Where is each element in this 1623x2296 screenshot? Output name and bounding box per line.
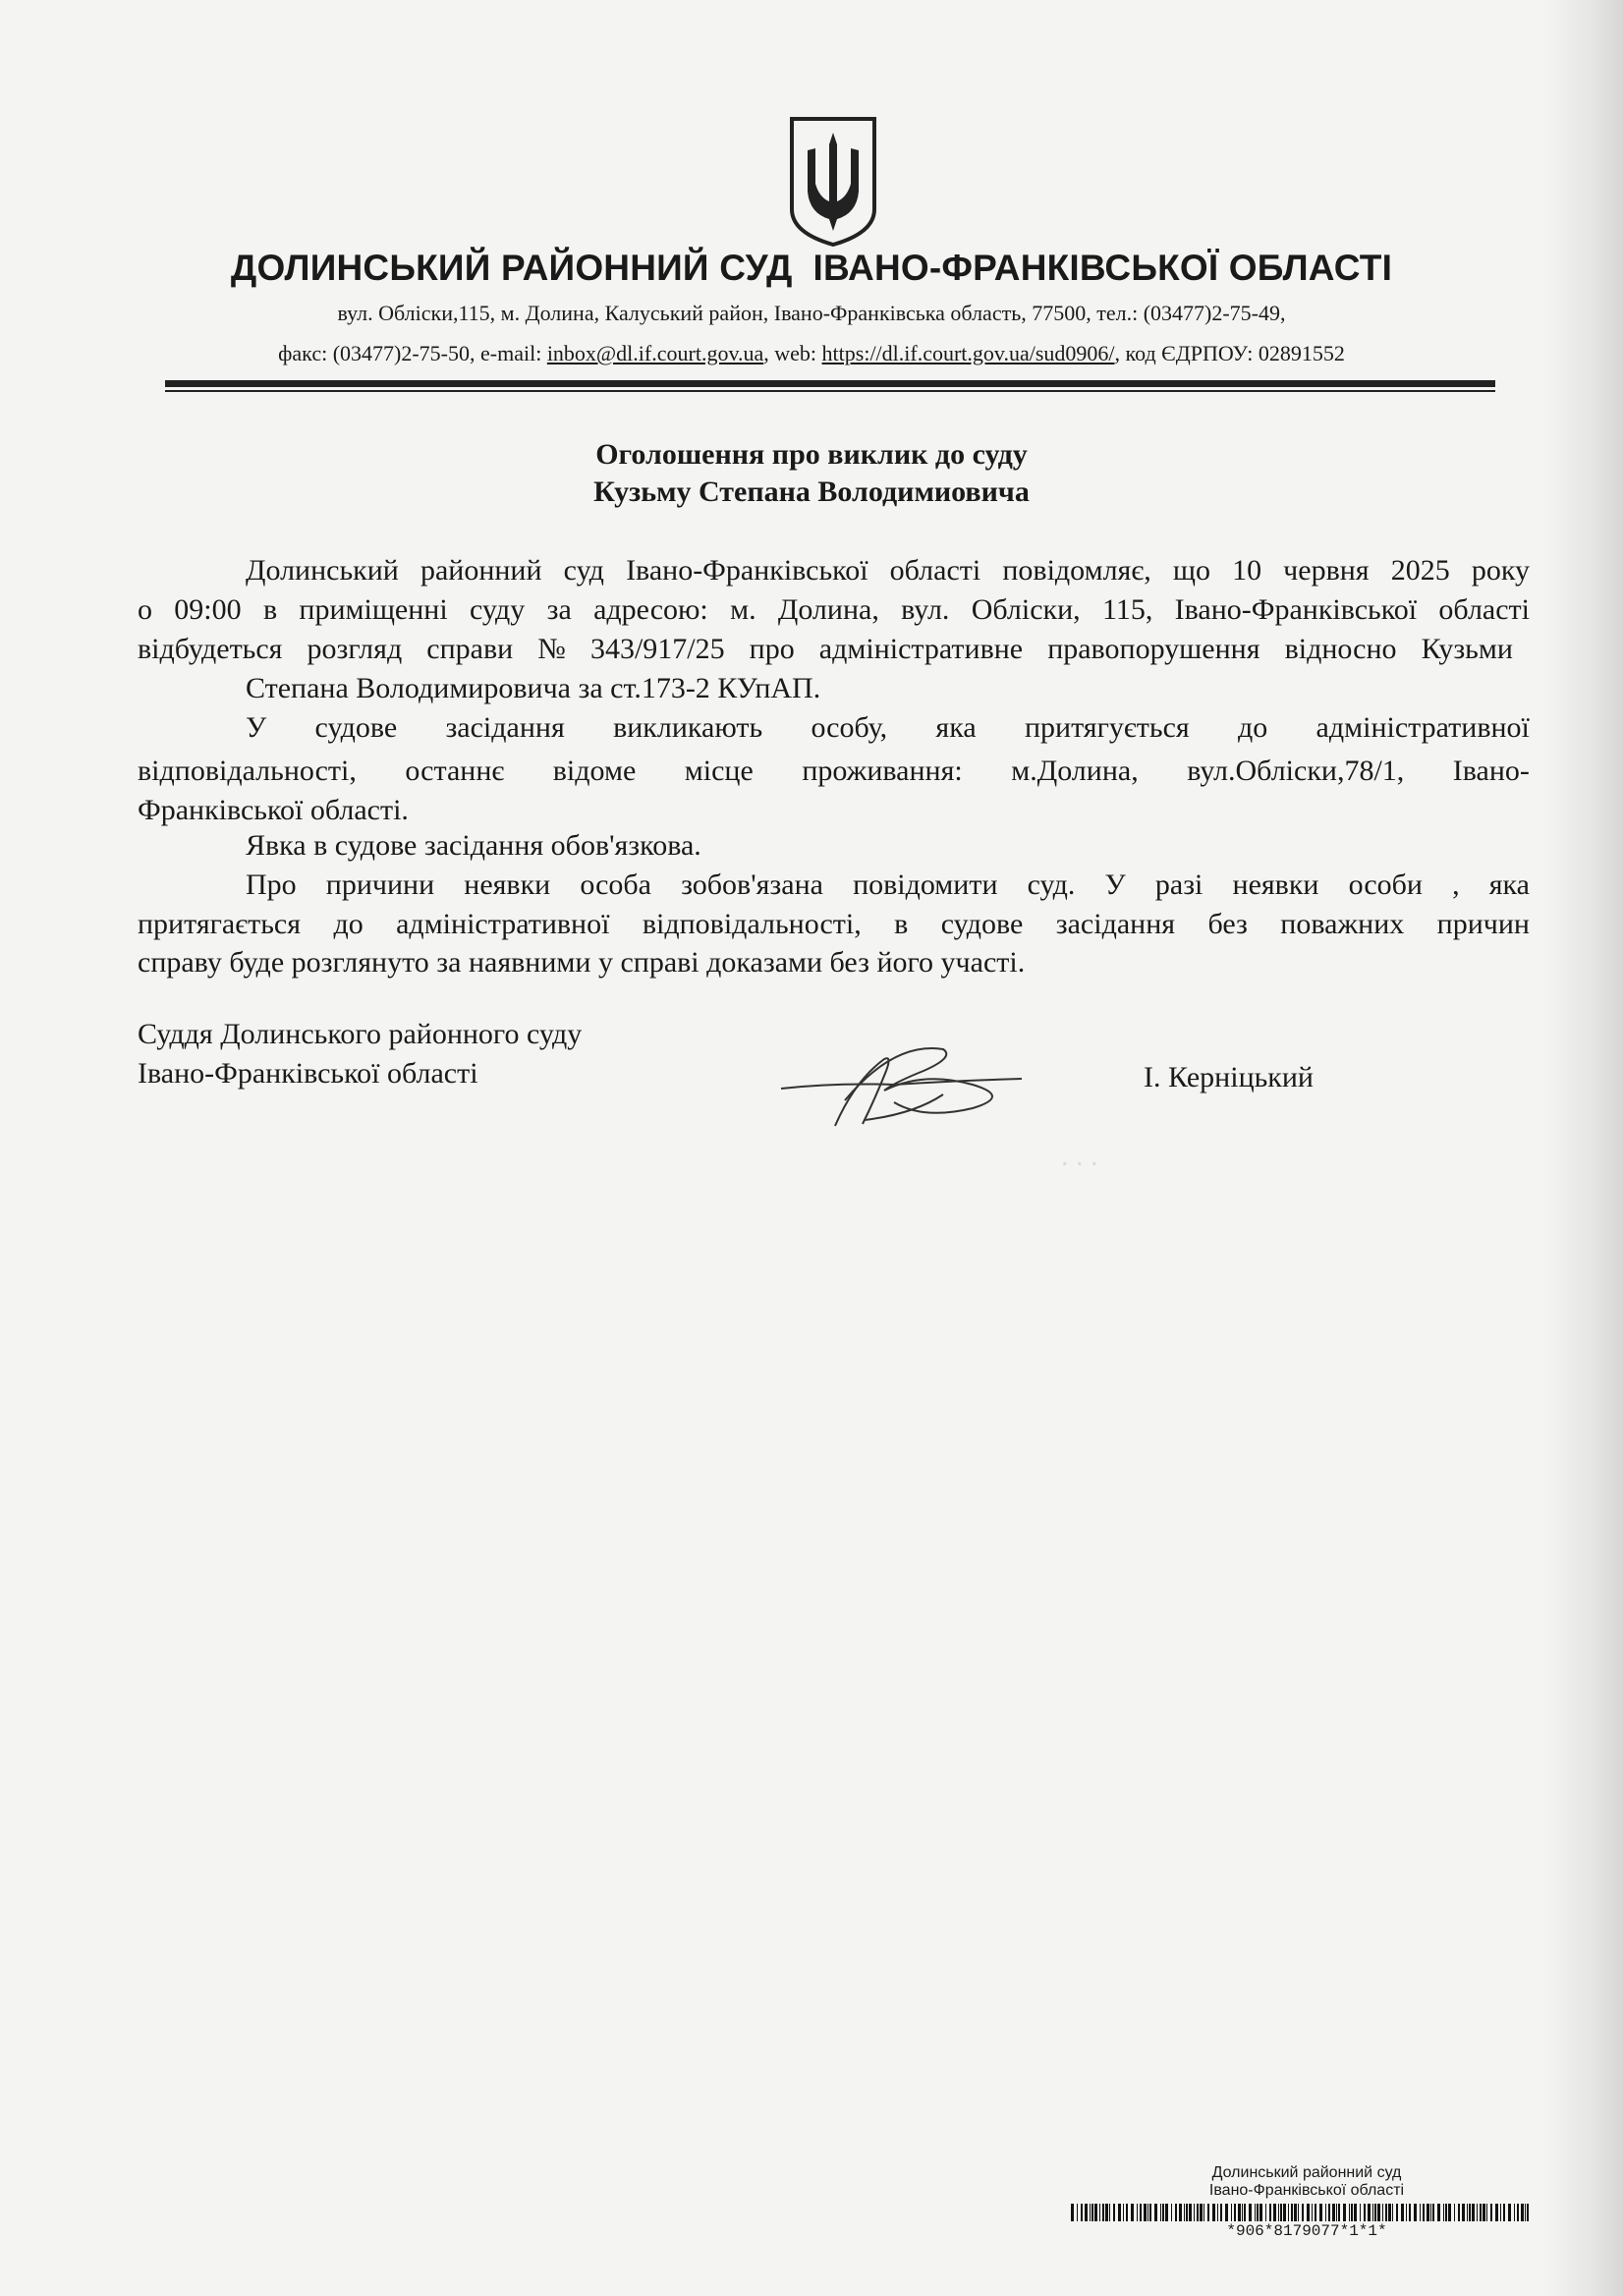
barcode-bar bbox=[1472, 2204, 1475, 2221]
barcode-bar bbox=[1364, 2204, 1366, 2221]
barcode-bar bbox=[1234, 2204, 1236, 2221]
barcode-bar bbox=[1298, 2204, 1299, 2221]
barcode-bar bbox=[1302, 2204, 1304, 2221]
word: засідання bbox=[445, 711, 565, 744]
word: відбудеться bbox=[138, 633, 283, 665]
barcode-bar bbox=[1203, 2204, 1204, 2221]
paragraph2-line2 bbox=[138, 756, 1530, 786]
barcode-number: *906*8179077*1*1* bbox=[1226, 2222, 1387, 2240]
word: справи bbox=[426, 633, 514, 665]
word: області bbox=[1438, 593, 1530, 626]
barcode-bar bbox=[1427, 2204, 1429, 2221]
barcode-bar bbox=[1109, 2204, 1110, 2221]
barcode-bar bbox=[1490, 2204, 1492, 2221]
barcode-bar bbox=[1430, 2204, 1431, 2221]
barcode-bar bbox=[1179, 2204, 1182, 2221]
bleed-through: . . . bbox=[1061, 1140, 1098, 1172]
barcode-bar bbox=[1085, 2204, 1088, 2221]
word: особа bbox=[580, 868, 651, 901]
word: розгляд bbox=[307, 633, 403, 665]
barcode-bar bbox=[1508, 2204, 1511, 2221]
barcode-bar bbox=[1432, 2204, 1434, 2221]
barcode-bar bbox=[1259, 2204, 1262, 2221]
barcode-bar bbox=[1225, 2204, 1228, 2221]
barcode-bar bbox=[1257, 2204, 1259, 2221]
barcode-bar bbox=[1372, 2204, 1373, 2221]
barcode-bar bbox=[1351, 2204, 1353, 2221]
word: правопорушення bbox=[1047, 633, 1260, 665]
barcode-bar bbox=[1343, 2204, 1346, 2221]
word: 10 bbox=[1232, 554, 1262, 587]
word: судове bbox=[940, 908, 1024, 940]
barcode-bar bbox=[1126, 2204, 1128, 2221]
word: Кузьми bbox=[1421, 633, 1513, 665]
word: відповідальності, bbox=[642, 908, 862, 940]
word: яка bbox=[935, 711, 977, 744]
word: відповідальності, bbox=[138, 755, 357, 787]
word: адміністративної bbox=[1315, 711, 1530, 744]
barcode-bar bbox=[1338, 2204, 1340, 2221]
barcode-bar bbox=[1265, 2204, 1266, 2221]
barcode-bar bbox=[1288, 2204, 1289, 2221]
word: повідомити bbox=[853, 868, 998, 901]
word: , bbox=[1452, 868, 1460, 901]
barcode-bar bbox=[1113, 2204, 1115, 2221]
word: зобов'язана bbox=[681, 868, 823, 901]
notice-subject: Кузьму Степана Володимиовича bbox=[593, 476, 1030, 508]
barcode-bar bbox=[1514, 2204, 1515, 2221]
paragraph1-end: Степана Володимировича за ст.173-2 КУпАП. bbox=[246, 672, 821, 704]
barcode-bar bbox=[1249, 2204, 1252, 2221]
barcode-bar bbox=[1382, 2204, 1383, 2221]
barcode-bar bbox=[1186, 2204, 1188, 2221]
word: адміністративної bbox=[396, 908, 610, 940]
word: причин bbox=[1436, 908, 1530, 940]
barcode-bar bbox=[1294, 2204, 1297, 2221]
word: до bbox=[333, 908, 364, 940]
word: викликають bbox=[613, 711, 763, 744]
barcode-bar bbox=[1328, 2204, 1330, 2221]
word: вул. bbox=[901, 593, 950, 626]
word: проживання: bbox=[802, 755, 963, 787]
judge-name: І. Керніцький bbox=[1144, 1061, 1314, 1093]
paragraph1-line2 bbox=[138, 595, 1530, 625]
barcode-bar bbox=[1231, 2204, 1232, 2221]
word: 2025 bbox=[1390, 554, 1450, 587]
judge-title: Суддя Долинського районного суду bbox=[138, 1018, 583, 1050]
barcode-bar bbox=[1212, 2204, 1215, 2221]
barcode-bar bbox=[1462, 2204, 1465, 2221]
barcode-bar bbox=[1360, 2204, 1361, 2221]
barcode-bar bbox=[1458, 2204, 1460, 2221]
barcode-bar bbox=[1189, 2204, 1192, 2221]
registry-stamp bbox=[1071, 2164, 1542, 2200]
barcode-bar bbox=[1349, 2204, 1350, 2221]
word: судове bbox=[314, 711, 398, 744]
barcode-bar bbox=[1105, 2204, 1108, 2221]
fax-text: факс: (03477)2-75-50, e-mail: bbox=[278, 341, 547, 365]
barcode-bar bbox=[1160, 2204, 1161, 2221]
barcode-bar bbox=[1396, 2204, 1398, 2221]
word: 115, bbox=[1101, 593, 1153, 626]
word: до bbox=[1237, 711, 1268, 744]
barcode-bar bbox=[1162, 2204, 1164, 2221]
barcode-bar bbox=[1503, 2204, 1505, 2221]
barcode-bar bbox=[1448, 2204, 1451, 2221]
word: районний bbox=[420, 554, 542, 587]
stamp-line1: Долинський районний суд bbox=[1211, 2164, 1402, 2181]
word: вул.Обліски,78/1, bbox=[1187, 755, 1405, 787]
barcode-bar bbox=[1255, 2204, 1256, 2221]
court-name: ДОЛИНСЬКИЙ РАЙОННИЙ СУД ІВАНО-ФРАНКІВСЬКОЇ ОБЛАСТІ bbox=[230, 248, 1393, 288]
word: червня bbox=[1283, 554, 1370, 587]
word: м. bbox=[730, 593, 756, 626]
email-link[interactable]: inbox@dl.if.court.gov.ua bbox=[546, 341, 764, 365]
barcode-bar bbox=[1525, 2204, 1526, 2221]
word: особи bbox=[1348, 868, 1423, 901]
barcode-bar bbox=[1123, 2204, 1124, 2221]
word: адресою: bbox=[593, 593, 708, 626]
barcode-bar bbox=[1401, 2204, 1404, 2221]
barcode-bar bbox=[1171, 2204, 1172, 2221]
barcode-bar bbox=[1480, 2204, 1482, 2221]
word: Долинський bbox=[246, 554, 399, 587]
word: Івано- bbox=[1452, 755, 1530, 787]
web-prefix: , web: bbox=[763, 341, 822, 365]
word: що bbox=[1172, 554, 1210, 587]
barcode-bar bbox=[1149, 2204, 1151, 2221]
barcode-bar bbox=[1443, 2204, 1444, 2221]
word: неявки bbox=[464, 868, 551, 901]
word: разі bbox=[1154, 868, 1203, 901]
word: останнє bbox=[405, 755, 505, 787]
word: суд. bbox=[1027, 868, 1076, 901]
word: повідомляє, bbox=[1002, 554, 1151, 587]
word: Івано-Франківської bbox=[1174, 593, 1418, 626]
barcode-bar bbox=[1374, 2204, 1376, 2221]
word: адміністративне bbox=[818, 633, 1024, 665]
barcode-bar bbox=[1094, 2204, 1097, 2221]
barcode-bar bbox=[1140, 2204, 1142, 2221]
barcode-bar bbox=[1307, 2204, 1310, 2221]
word: відоме bbox=[552, 755, 637, 787]
paragraph1-line3 bbox=[138, 635, 1513, 664]
word: особу, bbox=[811, 711, 888, 744]
paragraph4-line1 bbox=[246, 870, 1530, 900]
word: 343/917/25 bbox=[589, 633, 725, 665]
barcode-bar bbox=[1118, 2204, 1121, 2221]
word: м.Долина, bbox=[1011, 755, 1139, 787]
word: У bbox=[1104, 868, 1126, 901]
word: причини bbox=[325, 868, 435, 901]
barcode-bar bbox=[1483, 2204, 1485, 2221]
barcode-bar bbox=[1332, 2204, 1335, 2221]
word: засідання bbox=[1055, 908, 1176, 940]
barcode-bar bbox=[1420, 2204, 1421, 2221]
barcode-bar bbox=[1319, 2204, 1322, 2221]
barcode-bar bbox=[1090, 2204, 1091, 2221]
barcode-bar bbox=[1454, 2204, 1455, 2221]
word: Про bbox=[246, 868, 297, 901]
barcode-bar bbox=[1495, 2204, 1498, 2221]
barcode-bar bbox=[1500, 2204, 1501, 2221]
barcode-bar bbox=[1445, 2204, 1447, 2221]
paragraph4-end: справу буде розглянуто за наявними у справі доказами без його участі. bbox=[138, 946, 1026, 979]
barcode-bar bbox=[1077, 2204, 1078, 2221]
barcode-bar bbox=[1477, 2204, 1478, 2221]
barcode-bar bbox=[1469, 2204, 1471, 2221]
barcode-bar bbox=[1207, 2204, 1209, 2221]
barcode-bar bbox=[1091, 2204, 1093, 2221]
paragraph4-line2 bbox=[138, 910, 1530, 939]
barcode-bar bbox=[1184, 2204, 1185, 2221]
stamp-line2: Івано-Франківської області bbox=[1208, 2182, 1405, 2199]
barcode-bar bbox=[1423, 2204, 1425, 2221]
barcode-bar bbox=[1368, 2204, 1371, 2221]
word: в bbox=[262, 593, 278, 626]
word: приміщенні bbox=[299, 593, 448, 626]
barcode-bar bbox=[1154, 2204, 1157, 2221]
barcode-bar bbox=[1071, 2204, 1074, 2221]
paragraph3: Явка в судове засідання обов'язкова. bbox=[246, 829, 701, 862]
header-divider-thin bbox=[165, 390, 1495, 392]
header-divider bbox=[165, 380, 1495, 387]
word: відносно bbox=[1284, 633, 1397, 665]
barcode-bar bbox=[1388, 2204, 1391, 2221]
coat-of-arms-icon bbox=[786, 115, 880, 249]
barcode-bar bbox=[1217, 2204, 1218, 2221]
barcode-bar bbox=[1291, 2204, 1293, 2221]
barcode-bar bbox=[1406, 2204, 1407, 2221]
barcode-bar bbox=[1409, 2204, 1411, 2221]
barcode-bar bbox=[1392, 2204, 1393, 2221]
barcode-bar bbox=[1220, 2204, 1222, 2221]
barcode-bar bbox=[1144, 2204, 1147, 2221]
barcode-bar bbox=[1527, 2204, 1529, 2221]
barcode-bar bbox=[1312, 2204, 1313, 2221]
barcode-bar bbox=[1269, 2204, 1271, 2221]
barcode-bar bbox=[1517, 2204, 1519, 2221]
word: без bbox=[1207, 908, 1248, 940]
judge-court: Івано-Франківської області bbox=[138, 1057, 478, 1090]
barcode-bar bbox=[1102, 2204, 1104, 2221]
barcode-bar bbox=[1467, 2204, 1468, 2221]
word: неявки bbox=[1232, 868, 1319, 901]
paragraph2-line1 bbox=[246, 713, 1530, 743]
word: суду bbox=[470, 593, 526, 626]
barcode-bar bbox=[1197, 2204, 1199, 2221]
court-address: вул. Обліски,115, м. Долина, Калуський район, Івано-Франківська область, 77500, тел.: (03477)2-75-49, bbox=[337, 301, 1286, 325]
barcode-bar bbox=[1278, 2204, 1279, 2221]
web-link[interactable]: https://dl.if.court.gov.ua/sud0906/ bbox=[821, 341, 1115, 365]
word: У bbox=[246, 711, 267, 744]
word: яка bbox=[1488, 868, 1530, 901]
paragraph2-end: Франківської області. bbox=[138, 794, 409, 826]
barcode-bar bbox=[1377, 2204, 1380, 2221]
barcode-bar bbox=[1244, 2204, 1246, 2221]
word: Обліски, bbox=[971, 593, 1081, 626]
word: притягується bbox=[1024, 711, 1190, 744]
word: 09:00 bbox=[174, 593, 242, 626]
barcode-bar bbox=[1486, 2204, 1487, 2221]
paragraph1-line1 bbox=[246, 556, 1530, 586]
word: року bbox=[1471, 554, 1530, 587]
word: про bbox=[749, 633, 795, 665]
word: в bbox=[894, 908, 909, 940]
barcode-bar bbox=[1238, 2204, 1241, 2221]
barcode-bar bbox=[1336, 2204, 1337, 2221]
barcode-bar bbox=[1081, 2204, 1083, 2221]
word: поважних bbox=[1280, 908, 1405, 940]
handwritten-signature bbox=[776, 1032, 1032, 1140]
barcode-bar bbox=[1194, 2204, 1195, 2221]
barcode-bar bbox=[1280, 2204, 1282, 2221]
barcode-bar bbox=[1437, 2204, 1440, 2221]
barcode-bar bbox=[1242, 2204, 1243, 2221]
notice-title: Оголошення про виклик до суду bbox=[595, 438, 1028, 471]
word: суд bbox=[563, 554, 604, 587]
barcode-bar bbox=[1354, 2204, 1357, 2221]
barcode-bar bbox=[1137, 2204, 1138, 2221]
barcode-bar bbox=[1175, 2204, 1177, 2221]
barcode-bar bbox=[1200, 2204, 1203, 2221]
edrpou-code: , код ЄДРПОУ: 02891552 bbox=[1114, 341, 1345, 365]
word: місце bbox=[684, 755, 754, 787]
barcode-bar bbox=[1131, 2204, 1134, 2221]
barcode-icon bbox=[1071, 2204, 1533, 2221]
word: № bbox=[537, 633, 566, 665]
barcode-bar bbox=[1273, 2204, 1276, 2221]
word: за bbox=[546, 593, 572, 626]
barcode-bar bbox=[1147, 2204, 1148, 2221]
word: області bbox=[889, 554, 981, 587]
word: о bbox=[138, 593, 152, 626]
court-contacts bbox=[0, 341, 1623, 366]
barcode-bar bbox=[1315, 2204, 1316, 2221]
barcode-bar bbox=[1099, 2204, 1100, 2221]
barcode-bar bbox=[1325, 2204, 1326, 2221]
word: притягається bbox=[138, 908, 302, 940]
barcode-bar bbox=[1385, 2204, 1387, 2221]
barcode-bar bbox=[1165, 2204, 1168, 2221]
word: Івано-Франківської bbox=[626, 554, 868, 587]
barcode-bar bbox=[1414, 2204, 1417, 2221]
barcode-bar bbox=[1283, 2204, 1286, 2221]
word: Долина, bbox=[777, 593, 879, 626]
barcode-bar bbox=[1521, 2204, 1524, 2221]
